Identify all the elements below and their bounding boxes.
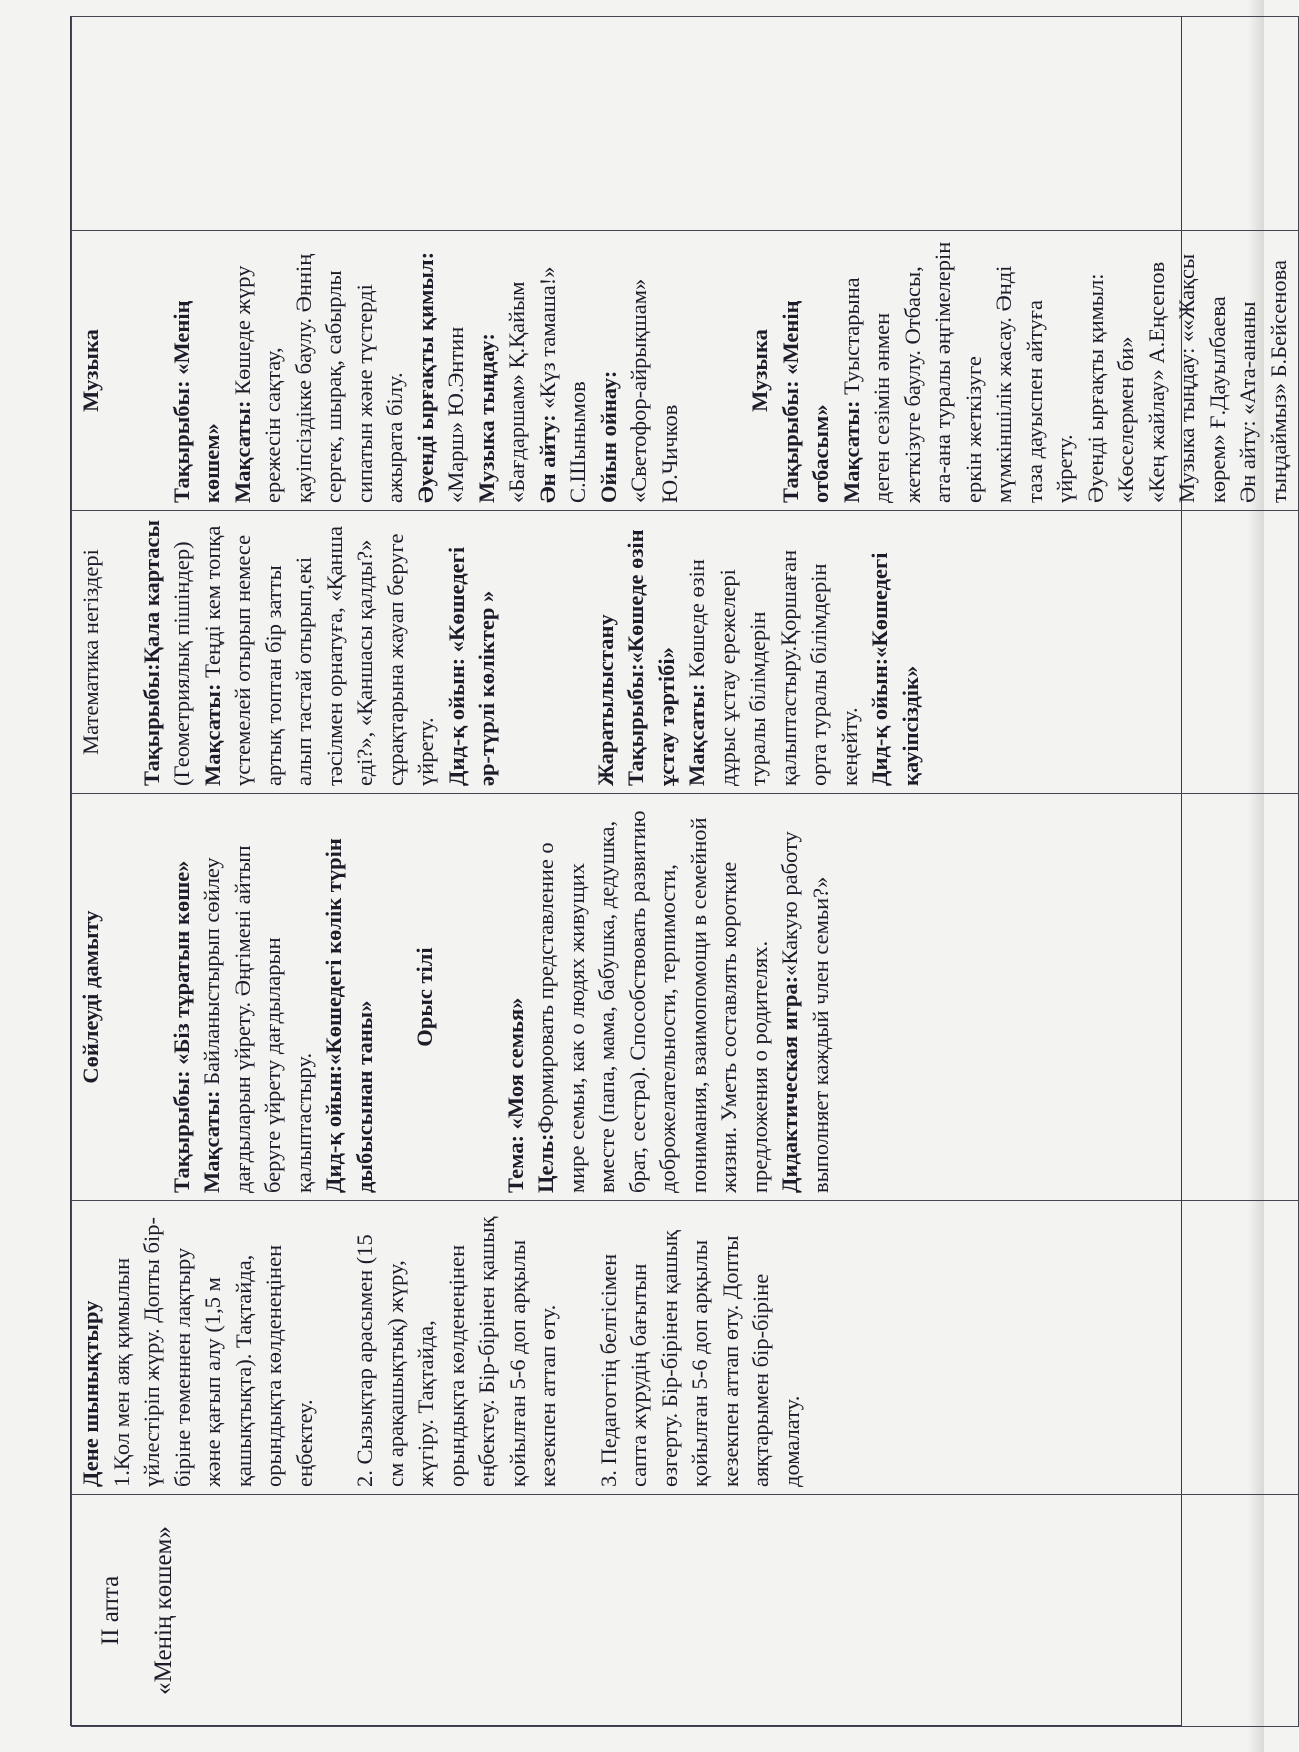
plan-table-frame: [70, 16, 1291, 1726]
music1-dance-label: Әуенді ырғақты қимыл:: [412, 251, 438, 503]
music2-goal-label: Мақсаты:: [838, 400, 864, 503]
music2-topic: Тақырыбы: «Менің отбасым»: [777, 300, 833, 503]
music2-goal-text: Туыстарына деген сезімін әнмен жеткізуге баулу. Отбасы, ата-ана туралы әңгімелерін еркін жеткізуге мүмкіншілік жасау. Әнді таза дауыспен айтуға үйрету.: [838, 241, 1077, 503]
pe-item-2: 2. Сызықтар арасымен (15 см арақашықтық) жүру, жүгіру. Тақтайда, орындықта көлденеңінен еңбектеу. Бір-бірінен қашық қойылған 5-6 доп арқылы кезекпен аттап өту.: [352, 1216, 560, 1487]
plan-row: [72, 17, 1299, 1727]
physical-education-title: Дене шынықтыру: [78, 1300, 103, 1487]
speech-development-title: Сөйлеуді дамыту: [78, 910, 103, 1084]
math-topic: Тақырыбы:Қала картасы: [138, 519, 164, 786]
music1-goal: [228, 238, 411, 503]
math-topic-rest: (Геометриялық пішіндер): [169, 541, 194, 786]
math-goal: [167, 518, 442, 786]
pe-item-3: 3. Педагогтің белгісімен сапта жүрудің бағытын өзгерту. Бір-бірінен қашық қойылған 5-6 доп арқылы кезекпен аттап өту. Допты аяқтарымен бір-біріне домалату.: [595, 1230, 804, 1487]
nature-title: Жаратылыстану: [592, 614, 618, 786]
math-basics-cell: [72, 511, 1299, 794]
nature-goal-label: Мақсаты:: [684, 683, 709, 786]
speech-goal: [197, 801, 319, 1193]
weekly-plan-table: [71, 16, 1299, 1727]
speech-goal-text: Байланыстырып сөйлеу дағдыларын үйрету. Әңгімені айтып беруге үйрету дағдыларын қалыптастыру.: [199, 845, 316, 1193]
week-cell: [72, 1495, 1299, 1727]
nature-game: Дид-қ ойын:«Көшедегі қауіпсіздік»: [867, 552, 923, 786]
music-cell: [72, 231, 1299, 511]
math-basics-title: Математика негіздері: [78, 549, 103, 755]
russian-aim: [531, 801, 775, 1193]
music1-song-text: «Күз тамаша!» С.Шынымов: [534, 266, 590, 503]
nature-goal-text: Көшеде өзін дұрыс ұстау ережелері туралы білімдерін қалыптастыру.Қоршаған орта туралы білімдерін кеңейту.: [684, 549, 862, 786]
music1-dance: [411, 238, 472, 503]
russian-didactic-label: Дидактическая игра:: [777, 975, 802, 1193]
music1-topic: Тақырыбы: «Менің көшем»: [168, 300, 224, 503]
week-theme: «Менің көшем»: [149, 1526, 177, 1695]
physical-education-cell: [72, 1201, 1299, 1495]
music1-goal-text: Көшеде жүру ережесін сақтау, қауіпсіздікке баулу. Әннің сергек, шырақ, сабырлы сипатын және түстерді ажырата білу.: [229, 253, 407, 503]
russian-didactic-text: «Какую работу выполняет каждый член семьи?»: [777, 831, 833, 1193]
math-game: Дид-қ ойын: «Көшедегі әр-түрлі көліктер »: [443, 546, 499, 786]
empty-cell: [72, 17, 1299, 231]
music1-goal-label: Мақсаты:: [229, 400, 255, 503]
music2-goal: [837, 238, 1081, 503]
music1-song: [533, 238, 594, 503]
pe-item-1: 1.Қол мен аяқ қимылын үйлестіріп жүру. Допты бір-біріне төменнен лақтыру және қағып алу (1,5 м қашықтықта). Тақтайда, орындықта көлденеңінен еңбектеу.: [108, 1217, 317, 1487]
speech-goal-label: Мақсаты:: [199, 1090, 224, 1193]
music1-listen-label: Музыка тыңдау:: [473, 333, 499, 503]
russian-didactic-game: [775, 801, 836, 1193]
music2-dance: Әуенді ырғақты қимыл: «Көселермен би»: [1082, 273, 1138, 503]
speech-development-cell: [72, 794, 1299, 1201]
speech-game: Дид-қ ойын:«Көшедегі көлік түрін дыбысынан таны»: [321, 838, 377, 1193]
russian-aim-label: Цель:: [533, 1133, 558, 1193]
music-title: Музыка: [78, 329, 103, 412]
speech-topic: Тақырыбы: «Біз тұратын көше»: [168, 860, 194, 1193]
music2-listen: Музыка тыңдау: ««Жақсы көрем» Ғ.Дауылбаева: [1174, 253, 1230, 503]
russian-aim-text: Формировать представление о мире семьи, как о людях живущих вместе (папа, мама, бабушка, дедушка, брат, сестра). Способствовать развитию доброжелательности, терпимости, понимания, взаимопомощи в семейной жизни. Уметь составлять короткие предложения о родителях.: [533, 810, 772, 1193]
nature-topic: Тақырыбы:«Көшеде өзін ұстау тәртібі»: [623, 529, 679, 786]
music1-play: [594, 238, 686, 503]
music1-dance-text: «Марш» Ю.Энтин: [443, 326, 468, 503]
music1-listen-text: «Бағдаршам» Қ.Қайым: [504, 281, 529, 503]
music2-title: Музыка: [747, 329, 772, 412]
music2-dance-2: «Кең жайлау» А.Еңсепов: [1143, 261, 1169, 503]
russian-theme: Тема: «Моя семья»: [502, 997, 528, 1193]
music1-song-label: Ән айту:: [534, 414, 560, 503]
music1-play-label: Ойын ойнау:: [595, 370, 621, 503]
russian-language-title: Орыс тілі: [412, 947, 437, 1047]
music2-song: Ән айту: «Ата-ананы тыңдаймыз» Б.Бейсенова: [1235, 260, 1291, 503]
music1-play-text: «Светофор-айрықшам» Ю.Чичков: [626, 278, 682, 503]
week-number: II апта: [97, 1575, 124, 1646]
music1-listen: [472, 238, 533, 503]
rotated-plan-table: [71, 17, 1291, 1727]
math-goal-text: Теңді кем топқа үстемелей отырып немесе артық топтан бір затты алып тастай отырып,екі тәсілмен орнатуға, «Қанша еді?», «Қаншасы қалды?» сұрақтарына жауап беруге үйрету.: [199, 525, 438, 786]
math-goal-label: Мақсаты:: [199, 683, 225, 786]
nature-goal: [682, 518, 865, 786]
